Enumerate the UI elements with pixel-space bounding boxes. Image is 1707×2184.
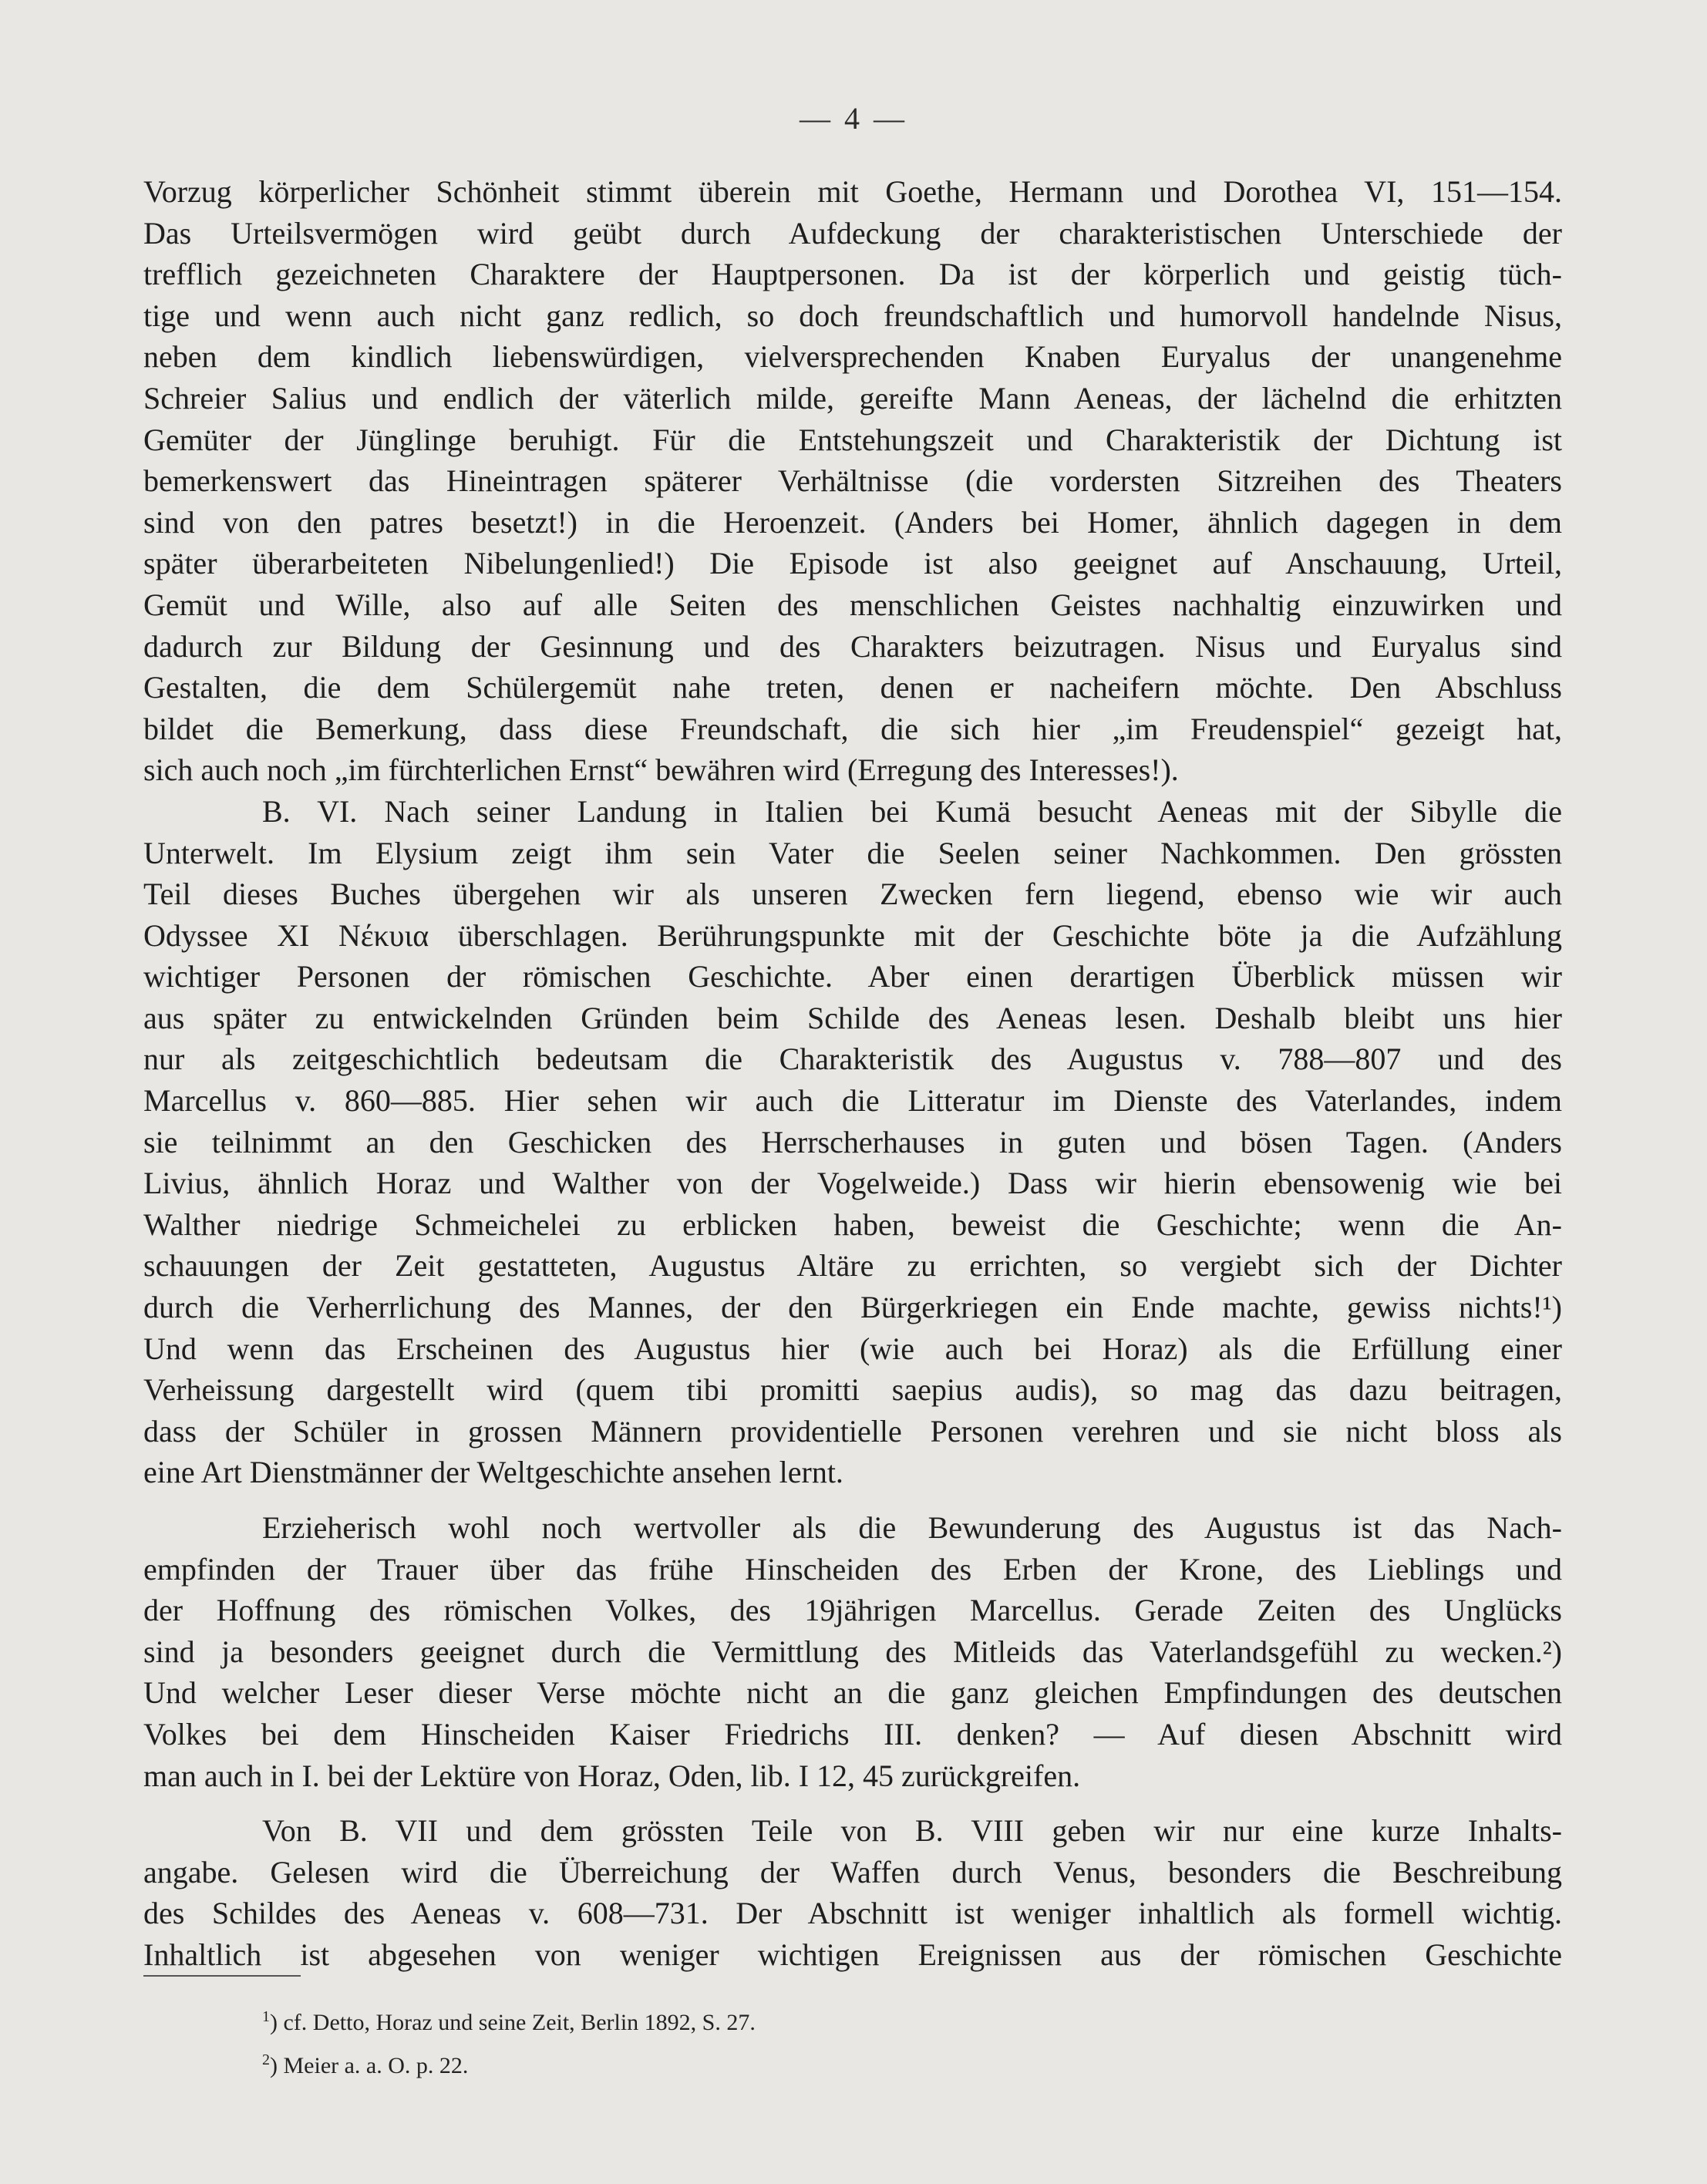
text-line: dass der Schüler in grossen Männern providentielle Personen verehren und sie nicht bloss als <box>143 1413 1562 1449</box>
text-line: Das Urteilsvermögen wird geübt durch Aufdeckung der charakteristischen Unterschiede der <box>143 215 1562 251</box>
text-line: bildet die Bemerkung, dass diese Freundschaft, die sich hier „im Freudenspiel“ gezeigt hat, <box>143 711 1562 746</box>
text-line: sie teilnimmt an den Geschicken des Herrscherhauses in guten und bösen Tagen. (Anders <box>143 1124 1562 1159</box>
text-line: Verheissung dargestellt wird (quem tibi promitti saepius audis), so mag das dazu beitragen, <box>143 1372 1562 1408</box>
text-line: Schreier Salius und endlich der väterlich milde, gereifte Mann Aeneas, der lächelnd die erhitzten <box>143 380 1562 416</box>
text-line: eine Art Dienstmänner der Weltgeschichte ansehen lernt. <box>143 1455 843 1490</box>
text-line: Von B. VII und dem grössten Teile von B. VIII geben wir nur eine kurze Inhalts- <box>262 1813 1562 1849</box>
page-number: — 4 — <box>800 101 907 136</box>
footnote-text: ) cf. Detto, Horaz und seine Zeit, Berlin 1892, S. 27. <box>270 2010 756 2035</box>
body-text <box>143 171 1562 1976</box>
text-line: Odyssee XI Νέκυια überschlagen. Berührungspunkte mit der Geschichte böte ja die Aufzählung <box>143 917 1562 953</box>
text-line: schauungen der Zeit gestatteten, Augustus Altäre zu errichten, so vergiebt sich der Dichter <box>143 1248 1562 1284</box>
text-line: Unterwelt. Im Elysium zeigt ihm sein Vater die Seelen seiner Nachkommen. Den grössten <box>143 835 1562 870</box>
paragraph <box>143 1507 1562 1796</box>
footnote-marker: 1 <box>262 2008 270 2025</box>
text-line: Gestalten, die dem Schülergemüt nahe treten, denen er nacheifern möchte. Den Abschluss <box>143 670 1562 705</box>
text-line: Walther niedrige Schmeichelei zu erblicken haben, beweist die Geschichte; wenn die An- <box>143 1206 1562 1242</box>
text-line: nur als zeitgeschichtlich bedeutsam die Charakteristik des Augustus v. 788—807 und des <box>143 1042 1562 1077</box>
text-line: Livius, ähnlich Horaz und Walther von der Vogelweide.) Dass wir hierin ebensowenig wie bei <box>143 1166 1562 1201</box>
text-line: Gemüt und Wille, also auf alle Seiten des menschlichen Geistes nachhaltig einzuwirken und <box>143 587 1562 622</box>
text-line: Inhaltlich ist abgesehen von weniger wichtigen Ereignissen aus der römischen Geschichte <box>143 1937 1562 1972</box>
text-line: trefflich gezeichneten Charaktere der Hauptpersonen. Da ist der körperlich und geistig tüch- <box>143 257 1562 292</box>
text-line: Und wenn das Erscheinen des Augustus hier (wie auch bei Horaz) als die Erfüllung einer <box>143 1331 1562 1366</box>
text-line: Und welcher Leser dieser Verse möchte nicht an die ganz gleichen Empfindungen des deutschen <box>143 1675 1562 1711</box>
footnote-divider <box>143 1975 301 1977</box>
paragraph <box>143 791 1562 1493</box>
text-line: sind ja besonders geeignet durch die Vermittlung des Mitleids das Vaterlandsgefühl zu wecken.²) <box>143 1634 1562 1669</box>
paragraph <box>143 171 1562 791</box>
text-line: bemerkenswert das Hineintragen späterer Verhältnisse (die vordersten Sitzreihen des Theaters <box>143 463 1562 499</box>
text-line: später überarbeiteten Nibelungenlied!) Die Episode ist also geeignet auf Anschauung, Urteil, <box>143 546 1562 581</box>
footnote-item <box>262 1998 756 2041</box>
paragraph-gap <box>143 1493 1562 1507</box>
text-line: man auch in I. bei der Lektüre von Horaz, Oden, lib. I 12, 45 zurückgreifen. <box>143 1758 1081 1793</box>
text-line: wichtiger Personen der römischen Geschichte. Aber einen derartigen Überblick müssen wir <box>143 959 1562 994</box>
text-line: B. VI. Nach seiner Landung in Italien bei Kumä besucht Aeneas mit der Sibylle die <box>262 793 1562 829</box>
text-line: sind von den patres besetzt!) in die Heroenzeit. (Anders bei Homer, ähnlich dagegen in dem <box>143 504 1562 540</box>
text-line: sich auch noch „im fürchterlichen Ernst“ bewähren wird (Erregung des Interesses!). <box>143 752 1179 788</box>
text-line: durch die Verherrlichung des Mannes, der den Bürgerkriegen ein Ende machte, gewiss nichts!¹) <box>143 1290 1562 1325</box>
text-line: aus später zu entwickelnden Gründen beim Schilde des Aeneas lesen. Deshalb bleibt uns hier <box>143 1000 1562 1035</box>
text-line: dadurch zur Bildung der Gesinnung und des Charakters beizutragen. Nisus und Euryalus sind <box>143 628 1562 664</box>
footnote-item <box>262 2041 756 2085</box>
text-line: des Schildes des Aeneas v. 608—731. Der Abschnitt ist weniger inhaltlich als formell wichtig. <box>143 1896 1562 1931</box>
text-line: empfinden der Trauer über das frühe Hinscheiden des Erben der Krone, des Lieblings und <box>143 1551 1562 1587</box>
text-line: angabe. Gelesen wird die Überreichung der Waffen durch Venus, besonders die Beschreibung <box>143 1854 1562 1890</box>
text-line: Vorzug körperlicher Schönheit stimmt überein mit Goethe, Hermann und Dorothea VI, 151—154. <box>143 174 1562 209</box>
footnote-marker: 2 <box>262 2051 270 2068</box>
paragraph-gap <box>143 1796 1562 1810</box>
text-line: der Hoffnung des römischen Volkes, des 19jährigen Marcellus. Gerade Zeiten des Unglücks <box>143 1593 1562 1628</box>
text-line: Marcellus v. 860—885. Hier sehen wir auch die Litteratur im Dienste des Vaterlandes, indem <box>143 1083 1562 1119</box>
text-line: Teil dieses Buches übergehen wir als unseren Zwecken fern liegend, ebenso wie wir auch <box>143 877 1562 912</box>
text-line: Volkes bei dem Hinscheiden Kaiser Friedrichs III. denken? — Auf diesen Abschnitt wird <box>143 1716 1562 1752</box>
paragraph <box>143 1810 1562 1975</box>
text-line: tige und wenn auch nicht ganz redlich, so doch freundschaftlich und humorvoll handelnde Nisus, <box>143 298 1562 333</box>
text-line: neben dem kindlich liebenswürdigen, vielversprechenden Knaben Euryalus der unangenehme <box>143 339 1562 375</box>
text-line: Gemüter der Jünglinge beruhigt. Für die Entstehungszeit und Charakteristik der Dichtung ist <box>143 422 1562 457</box>
footnote-text: ) Meier a. a. O. p. 22. <box>270 2053 469 2078</box>
text-line: Erzieherisch wohl noch wertvoller als die Bewunderung des Augustus ist das Nach- <box>262 1510 1562 1545</box>
footnotes <box>262 1998 756 2085</box>
